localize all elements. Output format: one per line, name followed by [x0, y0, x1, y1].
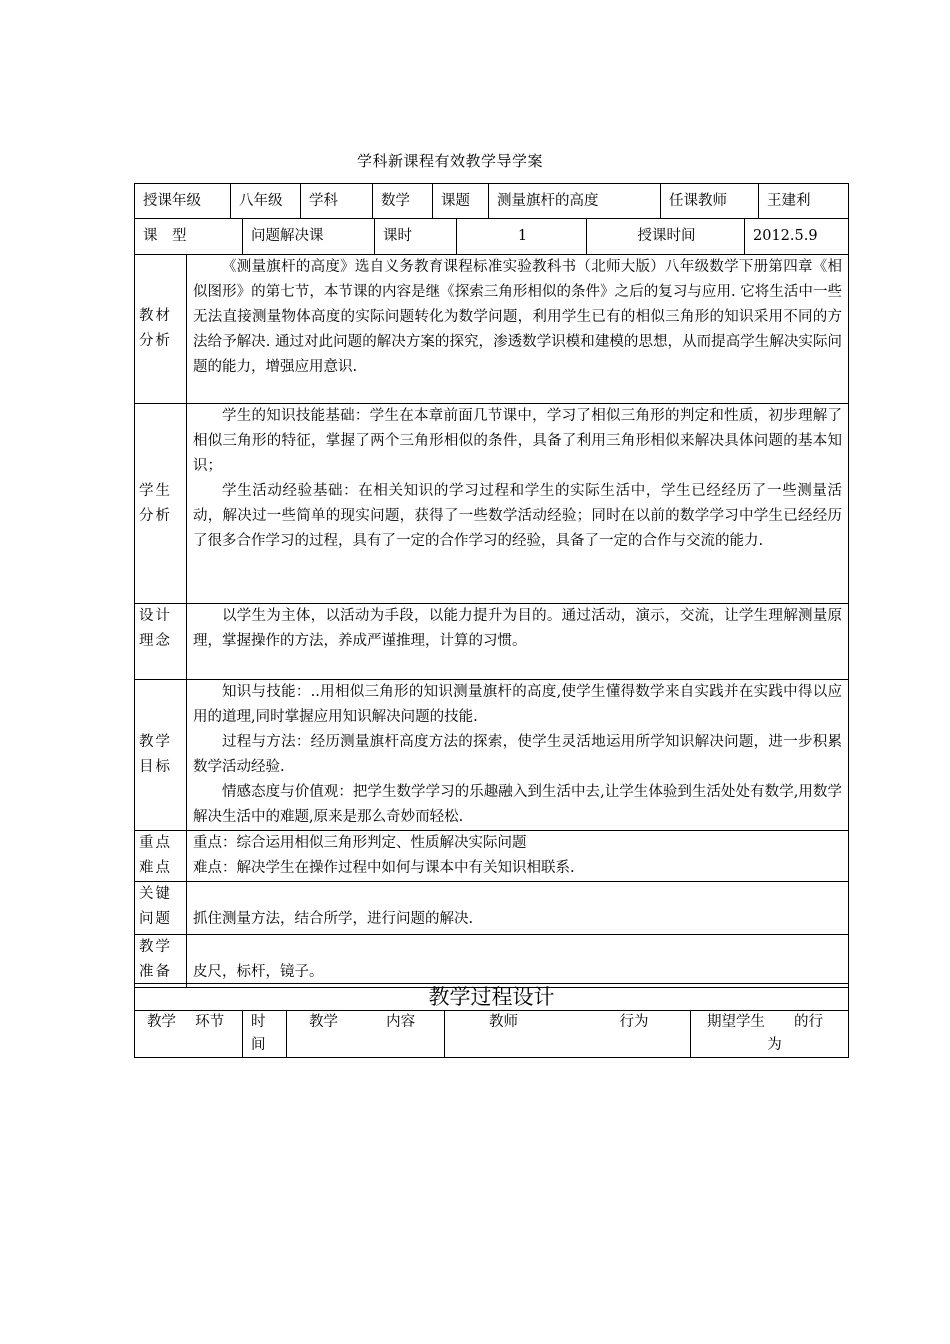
- label-line: 设计: [139, 608, 172, 624]
- hours-label: 课时: [375, 219, 457, 255]
- label-line: 分析: [139, 507, 172, 524]
- column-header-expected-student-action: [691, 1011, 849, 1058]
- column-header-time: [243, 1011, 287, 1058]
- grade-label: 授课年级: [135, 184, 231, 219]
- paragraph: 知识与技能：..用相似三角形的知识测量旗杆的高度,使学生懂得数学来自实践并在实践中得以应用的道理,同时掌握应用知识解决问题的技能.: [193, 684, 842, 725]
- paragraph: 以学生为主体，以活动为手段，以能力提升为目的。通过活动，演示，交流，让学生理解测量原理，掌握操作的方法，养成严谨推理，计算的习惯。: [193, 608, 842, 649]
- header-table-row2: [134, 218, 849, 255]
- subject-value: 数学: [373, 184, 433, 219]
- section-key-question: [135, 882, 849, 935]
- time-value: 2012.5.9: [745, 219, 849, 255]
- section-textbook-analysis: [135, 255, 849, 404]
- section-label: [135, 680, 187, 831]
- label-line: 准备: [139, 964, 172, 980]
- section-content: [187, 831, 849, 882]
- header-line: 期望学生 的行: [707, 1014, 823, 1030]
- label-line: 难点: [139, 860, 172, 876]
- key-point-line: 重点：综合运用相似三角形判定、性质解决实际问题: [193, 835, 527, 851]
- label-line: 目标: [139, 759, 172, 775]
- section-label: [135, 604, 187, 680]
- label-line: 教学: [139, 939, 172, 955]
- section-student-analysis: [135, 404, 849, 604]
- process-header-row: [135, 1011, 849, 1058]
- process-design-title: 教学过程设计: [135, 984, 849, 1011]
- paragraph: 情感态度与价值观：把学生数学学习的乐趣融入到生活中去,让学生体验到生活处处有数学,用数学解决生活中的难题,原来是那么奇妙而轻松.: [193, 784, 842, 825]
- label-line: 教材: [139, 308, 172, 324]
- teacher-value: 王建利: [759, 184, 849, 219]
- header-line: 间: [251, 1037, 266, 1053]
- type-label: 课 型: [135, 219, 243, 255]
- header-line: 为: [767, 1037, 782, 1053]
- column-header-stage: 教学 环节: [135, 1011, 243, 1058]
- section-label: [135, 882, 187, 935]
- topic-value: 测量旗杆的高度: [489, 184, 661, 219]
- type-value: 问题解决课: [243, 219, 375, 255]
- paragraph: 学生的知识技能基础：学生在本章前面几节课中，学习了相似三角形的判定和性质，初步理解了相似三角形的特征，掌握了两个三角形相似的条件，具备了利用三角形相似来解决具体问题的基本知识；: [193, 408, 842, 474]
- label-line: 关键: [139, 886, 172, 902]
- header-table-row1: [134, 183, 849, 219]
- label-line: 教学: [139, 734, 172, 750]
- paragraph: 《测量旗杆的高度》选自义务教育课程标准实验教科书（北师大版）八年级数学下册第四章《相似图形》的第七节，本节课的内容是继《探索三角形相似的条件》之后的复习与应用. 它将生活中一些无法直接测量物体高度的实际问题转化为数学问题，利用学生已有的相似三角形的知识采用不同的方法给予解决. 通过对此问题的解决方案的探究，渗透数学识模和建模的思想，从而提高学生解决实际问题的能力，增强应用意识.: [193, 259, 842, 375]
- section-content: [187, 255, 849, 404]
- label-line: 分析: [139, 333, 172, 349]
- column-header-teacher-action: 教师 行为: [445, 1011, 691, 1058]
- section-teaching-goals: [135, 680, 849, 831]
- subject-label: 学科: [301, 184, 373, 219]
- hours-value: 1: [457, 219, 587, 255]
- label-line: 理念: [139, 633, 172, 649]
- section-content: 皮尺，标杆，镜子。: [187, 935, 849, 988]
- section-label: [135, 255, 187, 404]
- section-teaching-preparation: [135, 935, 849, 988]
- lesson-plan-table: [134, 254, 849, 988]
- teacher-label: 任课教师: [661, 184, 759, 219]
- paragraph: 学生活动经验基础：在相关知识的学习过程和学生的实际生活中，学生已经经历了一些测量活动，解决过一些简单的现实问题，获得了一些数学活动经验；同时在以前的数学学习中学生已经经历了很多合作学习的过程，具有了一定的合作学习的经验，具备了一定的合作与交流的能力.: [193, 483, 842, 549]
- time-label: 授课时间: [587, 219, 745, 255]
- label-line: 学生: [139, 482, 172, 499]
- section-key-difficult-points: [135, 831, 849, 882]
- section-label: [135, 935, 187, 988]
- section-label: [135, 831, 187, 882]
- label-line: 重点: [139, 835, 172, 851]
- paragraph: 过程与方法：经历测量旗杆高度方法的探索，使学生灵活地运用所学知识解决问题，进一步积累数学活动经验.: [193, 734, 842, 775]
- difficult-point-line: 难点：解决学生在操作过程中如何与课本中有关知识相联系.: [193, 860, 575, 876]
- label-line: 问题: [139, 911, 172, 927]
- process-design-table: [134, 983, 849, 1058]
- header-line: 时: [251, 1014, 266, 1030]
- section-label: [135, 404, 187, 604]
- grade-value: 八年级: [231, 184, 301, 219]
- section-content: [187, 604, 849, 680]
- section-design-concept: [135, 604, 849, 680]
- section-content: [187, 404, 849, 604]
- section-content: [187, 680, 849, 831]
- topic-label: 课题: [433, 184, 489, 219]
- column-header-content: 教学 内容: [287, 1011, 445, 1058]
- section-content: 抓住测量方法，结合所学，进行问题的解决.: [187, 882, 849, 935]
- document-title: 学科新课程有效教学导学案: [356, 152, 543, 170]
